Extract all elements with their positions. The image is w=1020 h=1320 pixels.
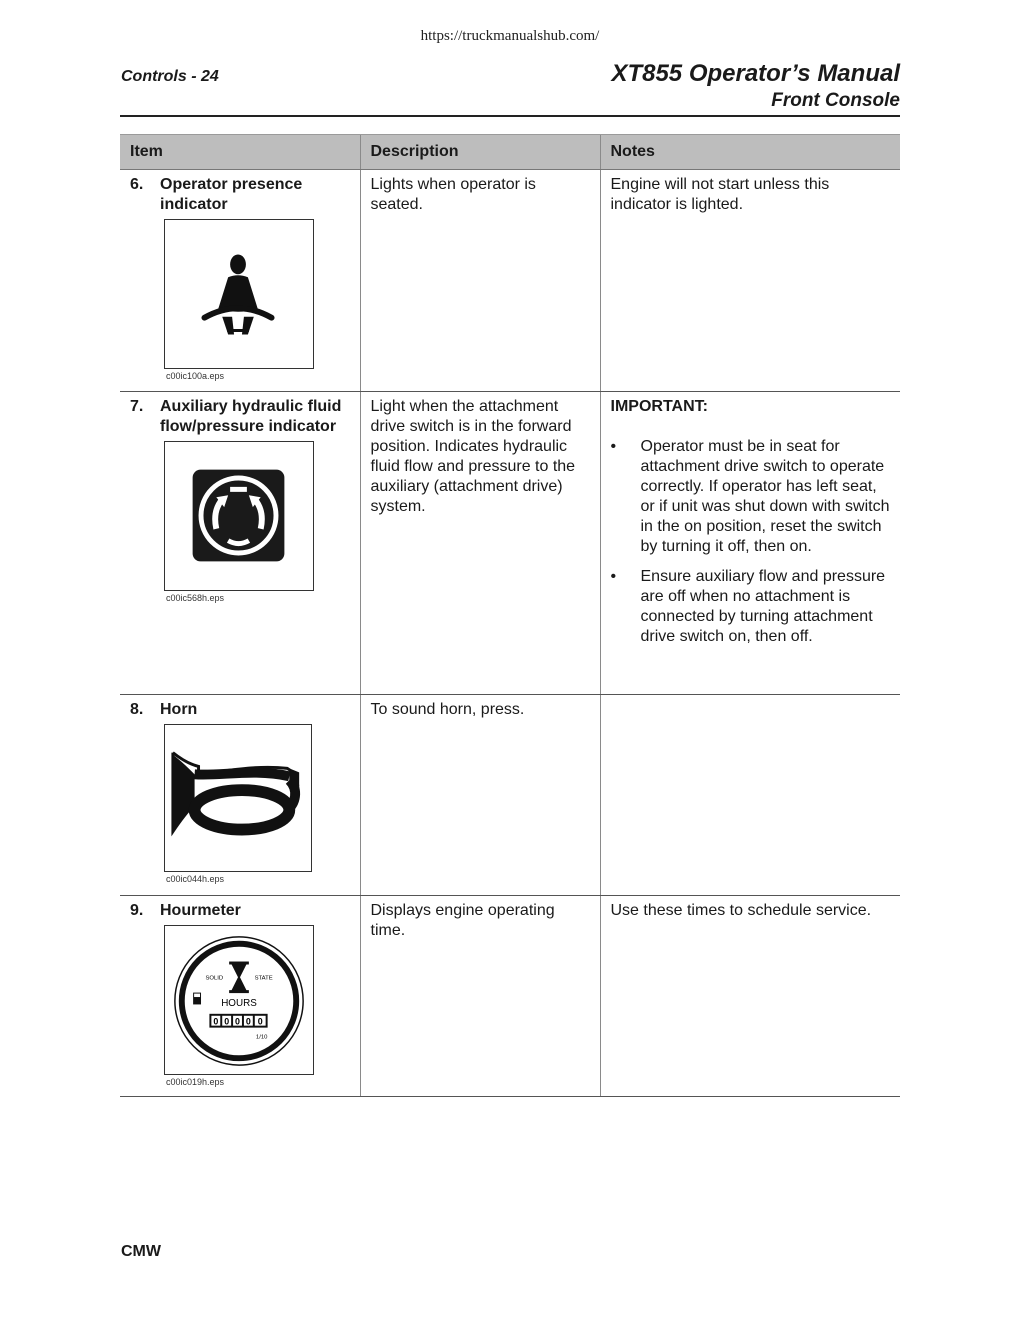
item-name: Horn	[160, 701, 198, 718]
description-cell: Displays engine operating time.	[360, 896, 600, 1097]
table-row	[120, 170, 900, 392]
operator-presence-icon	[164, 219, 314, 369]
notes-cell	[600, 695, 900, 896]
item-name: Hourmeter	[160, 902, 241, 919]
list-item-text: Operator must be in seat for attachment drive switch to operate correctly. If operator has left seat, or if unit was shut down with switch in the on position, reset the switch by turning it off, then on.	[640, 438, 890, 555]
description-cell: Light when the attachment drive switch is in the forward position. Indicates hydraulic fluid flow and pressure to the auxiliary (attachment drive) system.	[360, 392, 600, 695]
bullet-glyph: •	[610, 438, 617, 455]
item-cell	[120, 695, 360, 896]
gauge-digit: 0	[245, 1016, 251, 1027]
controls-table	[120, 134, 900, 1097]
notes-cell: Use these times to schedule service.	[600, 896, 900, 1097]
bullet-glyph: •	[610, 568, 617, 585]
notes-cell	[600, 392, 900, 695]
gauge-unit-label: HOURS	[221, 997, 257, 1009]
column-header-description: Description	[360, 135, 600, 170]
auxiliary-hydraulic-icon	[164, 441, 314, 591]
gauge-digit: 0	[235, 1016, 240, 1027]
item-name: Auxiliary hydraulic fluid flow/pressure indicator	[160, 398, 342, 435]
notes-list	[611, 437, 891, 647]
item-cell	[120, 896, 360, 1097]
gauge-digit: 0	[213, 1016, 219, 1027]
item-name: Operator presence indicator	[160, 176, 303, 213]
section-page-label: Controls - 24	[121, 68, 219, 85]
description-cell: To sound horn, press.	[360, 695, 600, 896]
item-number: 6.	[130, 176, 144, 193]
list-item	[611, 437, 891, 557]
figure-caption: c00ic019h.eps	[166, 1077, 225, 1087]
table-header-row	[120, 135, 900, 170]
manual-title: XT855 Operator’s Manual	[611, 60, 900, 87]
footer-label: CMW	[121, 1243, 161, 1260]
list-item	[611, 567, 891, 647]
figure	[164, 219, 350, 382]
figure	[164, 724, 350, 885]
table-row	[120, 695, 900, 896]
figure	[164, 925, 350, 1088]
item-number: 9.	[130, 902, 144, 919]
list-item-text: Ensure auxiliary flow and pressure are off when no attachment is connected by turning attachment drive switch on, then off.	[640, 568, 886, 645]
header-divider	[120, 115, 900, 117]
gauge-digit: 0	[257, 1016, 263, 1027]
table-row	[120, 896, 900, 1097]
column-header-item: Item	[120, 135, 360, 170]
important-label: IMPORTANT:	[610, 398, 708, 415]
figure-caption: c00ic044h.eps	[166, 874, 225, 884]
gauge-right-label: STATE	[254, 975, 273, 982]
notes-cell: Engine will not start unless this indicator is lighted.	[600, 170, 900, 392]
horn-icon	[164, 724, 312, 872]
hourmeter-icon	[164, 925, 314, 1075]
gauge-fraction-label: 1/10	[255, 1034, 268, 1041]
column-header-notes: Notes	[600, 135, 900, 170]
gauge-left-label: SOLID	[205, 975, 224, 982]
figure-caption: c00ic568h.eps	[166, 593, 225, 603]
item-number: 8.	[130, 701, 144, 718]
source-url: https://truckmanualshub.com/	[420, 28, 600, 44]
item-number: 7.	[130, 398, 144, 415]
table-row	[120, 392, 900, 695]
figure-caption: c00ic100a.eps	[166, 371, 225, 381]
item-cell	[120, 170, 360, 392]
gauge-digit: 0	[224, 1016, 230, 1027]
description-cell: Lights when operator is seated.	[360, 170, 600, 392]
figure	[164, 441, 350, 604]
section-subtitle: Front Console	[771, 90, 900, 111]
item-cell	[120, 392, 360, 695]
